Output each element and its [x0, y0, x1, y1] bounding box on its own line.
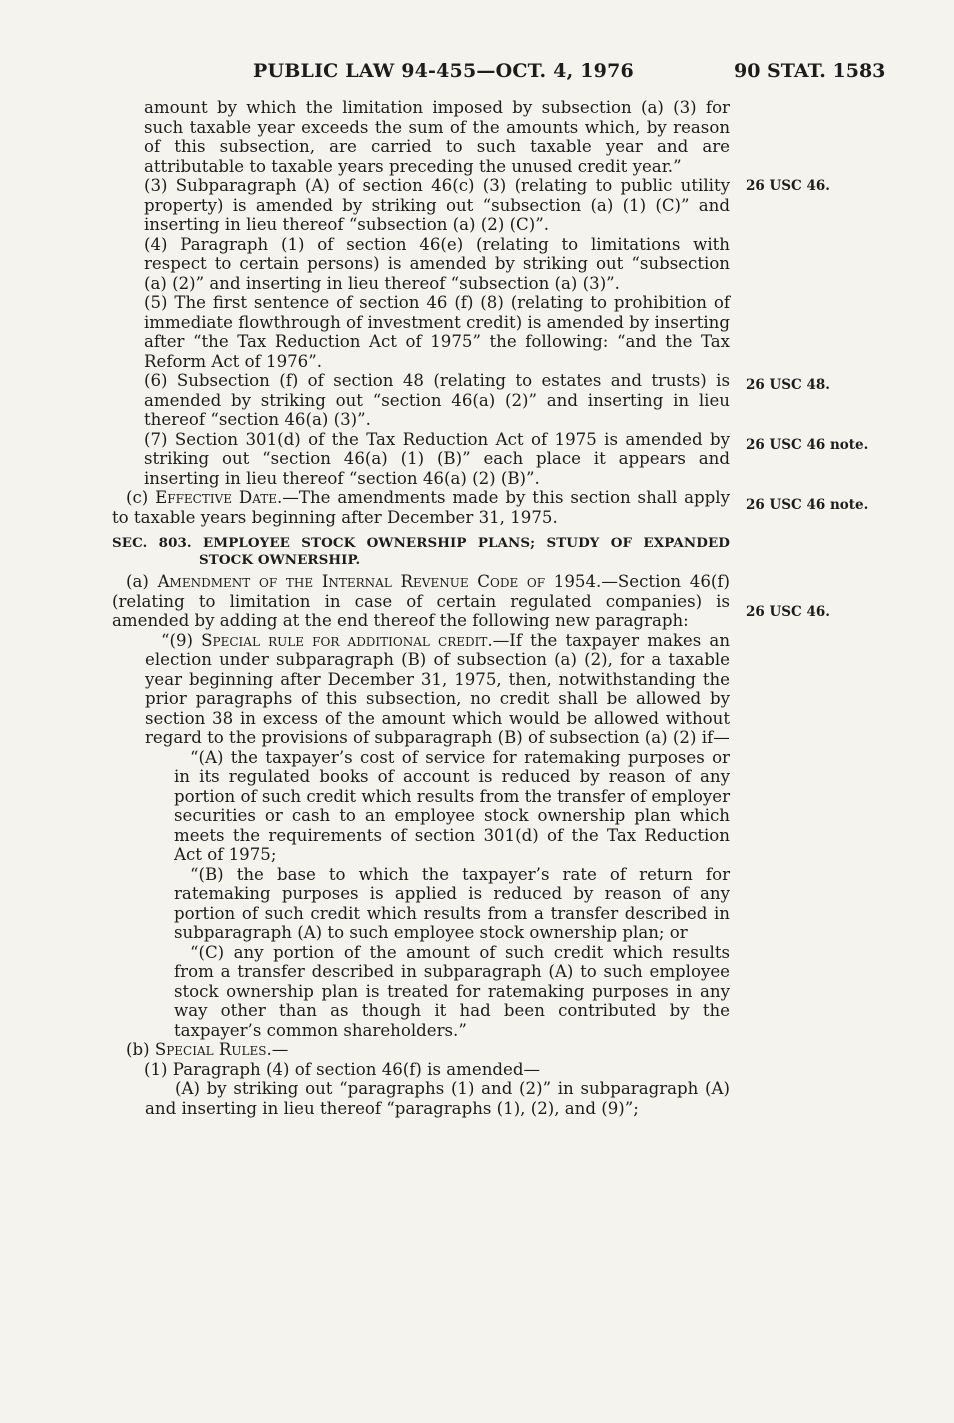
margin-citation: 26 USC 48. — [746, 377, 830, 393]
quoted-paragraph-9-text: —If the taxpayer makes an election under subparagraph (B) of subsection (a) (2), for a taxable year beginning after December 31, 1975, then, notwithstanding the prior paragraphs of this subsection, no credit shall be allowed by section 38 in excess of the amount which would be allowed without regard to the provisions of subparagraph (B) of subsection (a) (2) if— — [145, 630, 731, 747]
margin-citation: 26 USC 46. — [746, 604, 830, 620]
page-header-title: PUBLIC LAW 94-455—OCT. 4, 1976 — [253, 60, 634, 82]
paragraph-6: (6) Subsection (f) of section 48 (relating to estates and trusts) is amended by striking out “section 46(a) (2)” and inserting in lieu thereof “section 46(a) (3)”. — [144, 371, 730, 429]
subsection-a: (a) Amendment of the Internal Revenue Code of 1954.—Section 46(f) (relating to limitation in case of certain regulated companies) is amended by adding at the end thereof the following new paragraph: — [112, 572, 730, 630]
quoted-subparagraph-a: “(A) the taxpayer’s cost of service for ratemaking purposes or in its regulated books of account is reduced by reason of any portion of such credit which results from the transfer of employer securities or cash to an employee stock ownership plan which meets the requirements of section 301(d) of the Tax Reduction Act of 1975; — [174, 747, 730, 864]
margin-citation: 26 USC 46 note. — [746, 437, 869, 453]
paragraph-continuation: amount by which the limitation imposed by subsection (a) (3) for such taxable year exceeds the sum of the amounts which, by reason of this subsection, are carried to such taxable year and are attributable to taxable years preceding the unused credit year.” — [144, 98, 730, 176]
subsection-b: (b) Special Rules.— — [126, 1040, 289, 1059]
subsection-b-heading: Special Rules. — [154, 1040, 272, 1059]
quoted-paragraph-9: “(9) Special rule for additional credit.—If the taxpayer makes an election under subparagraph (B) of subsection (a) (2), for a taxable year beginning after December 31, 1975, then, notwithstanding the prior paragraphs of this subsection, no credit shall be allowed by section 38 in excess of the amount which would be allowed without regard to the provisions of subparagraph (B) of subsection (a) (2) if— — [145, 630, 731, 747]
statute-body — [112, 98, 730, 1118]
page-header-stat: 90 STAT. 1583 — [734, 60, 886, 82]
section-heading: SEC. 803. EMPLOYEE STOCK OWNERSHIP PLANS; STUDY OF EXPANDED STOCK OWNERSHIP. — [112, 535, 730, 568]
margin-citation: 26 USC 46. — [746, 178, 830, 194]
margin-citation: 26 USC 46 note. — [746, 497, 869, 513]
paragraph-4: (4) Paragraph (1) of section 46(e) (relating to limitations with respect to certain persons) is amended by striking out “subsection (a) (2)” and inserting in lieu thereof “subsection (a) (3)”. — [144, 234, 730, 293]
subsection-a-heading: Amendment of the Internal Revenue Code of 1954. — [157, 572, 602, 591]
subsection-c: (c) Effective Date.—The amendments made by this section shall apply to taxable years beginning after December 31, 1975. — [112, 488, 730, 527]
quoted-paragraph-9-heading: Special rule for additional credit. — [201, 630, 493, 650]
subsection-b-paragraph-1: (1) Paragraph (4) of section 46(f) is amended— — [144, 1059, 541, 1079]
subsection-a-text: —Section 46(f) (relating to limitation in case of certain regulated companies) is amended by adding at the end thereof the following new paragraph: — [112, 572, 730, 630]
paragraph-7: (7) Section 301(d) of the Tax Reduction Act of 1975 is amended by striking out “section 46(a) (1) (B)” each place it appears and inserting in lieu thereof “section 46(a) (2) (B)”. — [144, 429, 730, 488]
paragraph-5: (5) The first sentence of section 46 (f) (8) (relating to prohibition of immediate flowthrough of investment credit) is amended by inserting after “the Tax Reduction Act of 1975” the following: “and the Tax Reform Act of 1976”. — [144, 293, 730, 371]
quoted-subparagraph-c: “(C) any portion of the amount of such credit which results from a transfer described in subparagraph (A) to such employee stock ownership plan is treated for ratemaking purposes in any way other than as though it had been contributed by the taxpayer’s common shareholders.” — [174, 942, 730, 1040]
paragraph-3: (3) Subparagraph (A) of section 46(c) (3) (relating to public utility property) is amended by striking out “subsection (a) (1) (C)” and inserting in lieu thereof “subsection (a) (2) (C)”. — [144, 176, 730, 234]
subsection-c-heading: Effective Date. — [155, 488, 283, 507]
subsection-b-paragraph-1-a: (A) by striking out “paragraphs (1) and (2)” in subparagraph (A) and inserting in lieu thereof “paragraphs (1), (2), and (9)”; — [145, 1079, 730, 1118]
subsection-c-text: —The amendments made by this section shall apply to taxable years beginning after December 31, 1975. — [112, 488, 730, 527]
quoted-subparagraph-b: “(B) the base to which the taxpayer’s rate of return for ratemaking purposes is applied is reduced by reason of any portion of such credit which results from a transfer described in subparagraph (A) to such employee stock ownership plan; or — [174, 864, 730, 942]
